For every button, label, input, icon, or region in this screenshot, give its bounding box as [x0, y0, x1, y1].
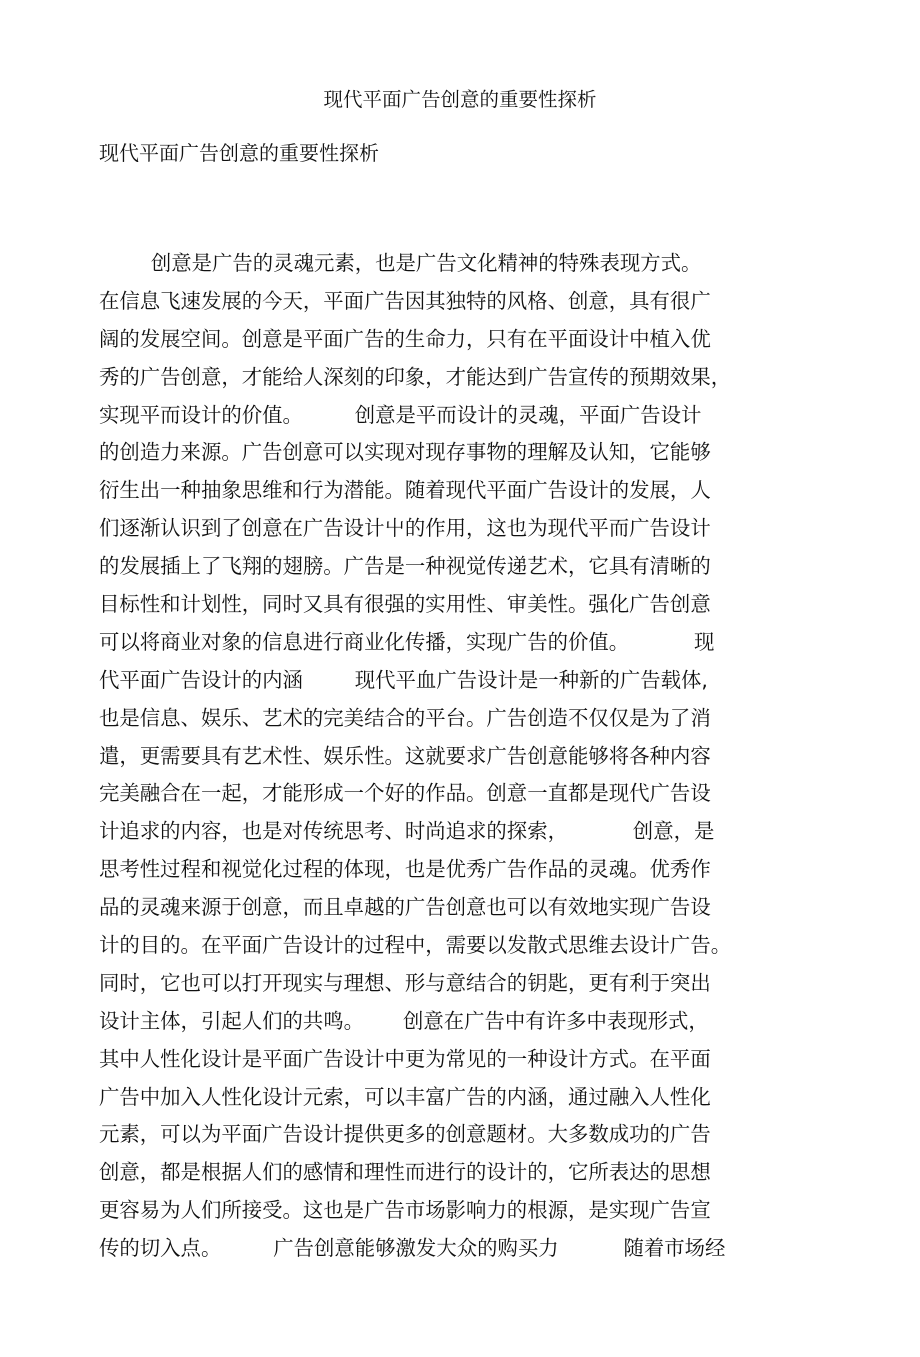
text-line: 其中人性化设计是平面广告设计中更为常见的一种设计方式。在平面 — [99, 1046, 711, 1071]
text-line: 计的目的。在平面广告设计的过程中，需要以发散式思维去设计广告。 — [99, 933, 732, 958]
text-line: 完美融合在一起，才能形成一个好的作品。创意一直都是现代广告设 — [99, 781, 711, 806]
text-line: 的创造力来源。广告创意可以实现对现存事物的理解及认知，它能够 — [99, 440, 711, 465]
text-line: 实现平而设计的价值。 创意是平而设计的灵魂，平面广告设计 — [99, 402, 702, 427]
text-line: 的发展插上了飞翔的翅膀。广告是一种视觉传递艺术，它具有清晰的 — [99, 554, 711, 579]
text-line: 秀的广告创意，才能给人深刻的印象，才能达到广告宣传的预期效果， — [99, 364, 732, 389]
document-subtitle: 现代平面广告创意的重要性探析 — [99, 141, 379, 165]
text-line: 品的灵魂来源于创意，而且卓越的广告创意也可以有效地实现广告设 — [99, 895, 711, 920]
text-line: 可以将商业对象的信息进行商业化传播，实现广告的价值。 现 — [99, 629, 715, 654]
text-line: 遣，更需要具有艺术性、娱乐性。这就要求广告创意能够将各种内容 — [99, 743, 711, 768]
text-line: 代平面广告设计的内涵 现代平血广告设计是一种新的广告载体, — [99, 667, 708, 692]
text-line: 更容易为人们所接受。这也是广告市场影响力的根源，是实现广告宣 — [99, 1198, 711, 1223]
text-line: 同时，它也可以打开现实与理想、形与意结合的钥匙，更有利于突出 — [99, 970, 711, 995]
text-line: 阔的发展空间。创意是平面广告的生命力，只有在平面设计中植入优 — [99, 326, 711, 351]
text-line: 传的切入点。 广告创意能够激发大众的购买力 随着市场经 — [99, 1236, 726, 1261]
text-line: 们逐渐认识到了创意在广告设计屮的作用，这也为现代平而广告设计 — [99, 516, 711, 541]
text-line: 计追求的内容，也是对传统思考、时尚追求的探索， 创意，是 — [99, 819, 715, 844]
text-line: 也是信息、娱乐、艺术的完美结合的平台。广告创造不仅仅是为了消 — [99, 705, 711, 730]
text-line: 创意是广告的灵魂元素，也是广告文化精神的特殊表现方式。 — [99, 251, 702, 275]
text-line: 目标性和计划性，同时又具有很强的实用性、审美性。强化广告创意 — [99, 592, 711, 617]
text-line: 广告中加入人性化设计元索，可以丰富广告的内涵，通过融入人性化 — [99, 1084, 711, 1109]
page-title: 现代平面广告创意的重要性探析 — [323, 88, 597, 111]
text-line: 衍生出一种抽象思维和行为潜能。随着现代平面广告设计的发展，人 — [99, 478, 711, 503]
text-line: 元素，可以为平面广告设计提供更多的创意题材。大多数成功的广告 — [99, 1122, 711, 1147]
text-line: 思考性过程和视觉化过程的体现，也是优秀广告作品的灵魂。优秀作 — [99, 857, 711, 882]
text-line: 创意，都是根据人们的感情和理性而进行的设计的，它所表达的思想 — [99, 1160, 711, 1185]
body-text — [99, 245, 799, 1268]
text-line: 在信息飞速发展的今天，平面广告因其独特的风格、创意，具有很广 — [99, 288, 711, 313]
text-line: 设计主体，引起人们的共鸣。 创意在广告中有许多中表现形式， — [99, 1008, 709, 1033]
